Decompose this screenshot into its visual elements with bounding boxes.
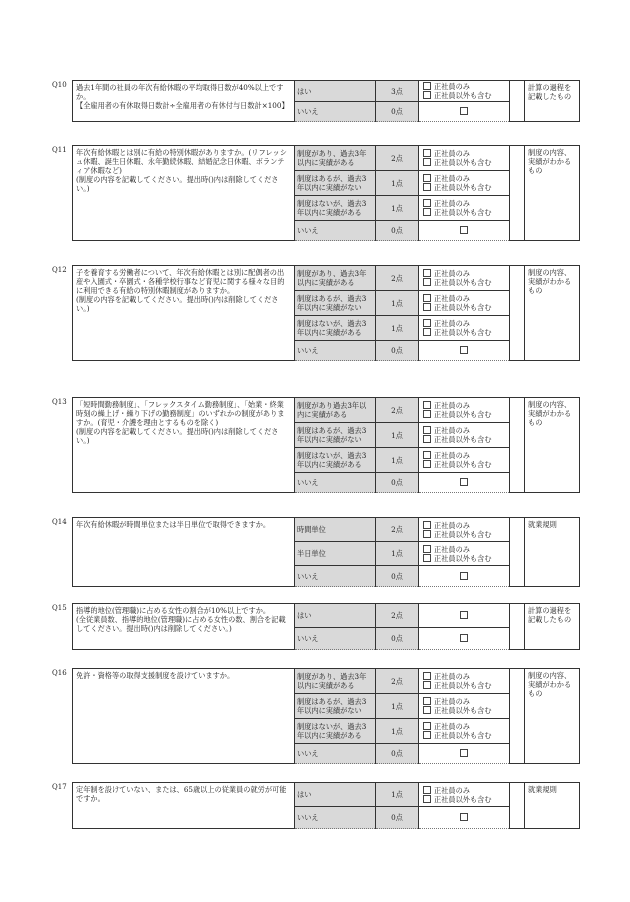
checkbox[interactable] — [460, 634, 468, 642]
checkbox[interactable] — [423, 269, 431, 277]
checkbox[interactable] — [423, 278, 431, 286]
checkbox[interactable] — [423, 174, 431, 182]
question-text: 年次有給休暇が時間単位または半日単位で取得できますか。 — [73, 518, 295, 587]
question-text: 過去1年間の社員の年次有給休暇の平均取得日数が40%以上ですか。 【全雇用者の有休取得日数計÷全雇用者の有休付与日数計×100】 — [73, 81, 295, 122]
option-label: いいえ — [295, 628, 376, 650]
option-points: 2点 — [376, 266, 419, 291]
checkbox[interactable] — [423, 199, 431, 207]
checkbox[interactable] — [423, 294, 431, 302]
checkbox[interactable] — [460, 813, 468, 821]
checkbox[interactable] — [423, 697, 431, 705]
employee-scope-checks[interactable]: 正社員のみ 正社員以外も含む — [419, 694, 510, 719]
option-points: 2点 — [376, 398, 419, 423]
checkbox[interactable] — [423, 183, 431, 191]
option-label: 制度はないが、過去3年以内に実績がある — [295, 448, 376, 473]
option-points: 3点 — [376, 81, 419, 102]
option-points: 1点 — [376, 448, 419, 473]
option-label: いいえ — [295, 473, 376, 493]
option-checkbox[interactable] — [419, 628, 510, 650]
employee-scope-checks[interactable]: 正社員のみ 正社員以外も含む — [419, 783, 510, 807]
employee-scope-checks[interactable]: 正社員のみ 正社員以外も含む — [419, 542, 510, 566]
option-label: はい — [295, 604, 376, 628]
employee-scope-checks[interactable]: 正社員のみ 正社員以外も含む — [419, 398, 510, 423]
option-label: いいえ — [295, 341, 376, 361]
checkbox[interactable] — [460, 749, 468, 757]
required-document: 計算の過程を記載したもの — [525, 604, 580, 650]
employee-scope-checks[interactable]: 正社員のみ 正社員以外も含む — [419, 316, 510, 341]
employee-scope-checks[interactable]: 正社員のみ 正社員以外も含む — [419, 171, 510, 196]
option-label: 制度があり、過去3年以内に実績がある — [295, 266, 376, 291]
option-label: いいえ — [295, 807, 376, 829]
question-number: Q11 — [52, 146, 67, 154]
option-label: 制度があり、過去3年以内に実績がある — [295, 146, 376, 171]
option-points: 2点 — [376, 604, 419, 628]
employee-scope-checks[interactable]: 正社員のみ 正社員以外も含む — [419, 448, 510, 473]
checkbox[interactable] — [423, 435, 431, 443]
option-points: 1点 — [376, 719, 419, 744]
question-table — [72, 397, 580, 493]
option-points: 0点 — [376, 221, 419, 241]
question-number: Q12 — [52, 266, 67, 274]
option-checkbox[interactable] — [419, 221, 510, 241]
option-checkbox[interactable] — [419, 102, 510, 122]
option-label: 制度はあるが、過去3年以内に実績がない — [295, 694, 376, 719]
checkbox[interactable] — [423, 328, 431, 336]
question-table — [72, 145, 580, 241]
option-points: 0点 — [376, 341, 419, 361]
checkbox[interactable] — [423, 451, 431, 459]
question-text: 免許・資格等の取得支援制度を設けていますか。 — [73, 669, 295, 764]
option-label: いいえ — [295, 566, 376, 587]
option-points: 1点 — [376, 783, 419, 807]
checkbox[interactable] — [423, 91, 431, 99]
checkbox[interactable] — [423, 208, 431, 216]
employee-scope-checks[interactable]: 正社員のみ 正社員以外も含む — [419, 291, 510, 316]
checkbox[interactable] — [423, 401, 431, 409]
option-label: はい — [295, 783, 376, 807]
option-points: 0点 — [376, 628, 419, 650]
required-document: 制度の内容、実績がわかるもの — [525, 669, 580, 764]
required-document: 就業規則 — [525, 518, 580, 587]
question-number: Q15 — [52, 604, 67, 612]
option-points: 1点 — [376, 423, 419, 448]
question-text: 子を養育する労働者について、年次有給休暇とは別に配偶者の出産や入園式・卒園式・各種学校行事など育児に関する様々な目的に利用できる有給の特別休暇制度がありますか。 (制度の内容を記載してください。提出時()内は削除してください。) — [73, 266, 295, 361]
question-table — [72, 782, 580, 829]
checkbox[interactable] — [460, 572, 468, 580]
option-checkbox[interactable] — [419, 473, 510, 493]
option-checkbox[interactable] — [419, 341, 510, 361]
checkbox[interactable] — [460, 478, 468, 486]
question-number: Q13 — [52, 398, 67, 406]
employee-scope-checks[interactable]: 正社員のみ 正社員以外も含む — [419, 81, 510, 102]
option-checkbox[interactable] — [419, 744, 510, 764]
checkbox[interactable] — [460, 611, 468, 619]
checkbox[interactable] — [423, 158, 431, 166]
option-label: 制度はないが、過去3年以内に実績がある — [295, 719, 376, 744]
question-number: Q17 — [52, 783, 67, 791]
option-points: 1点 — [376, 291, 419, 316]
checkbox[interactable] — [423, 82, 431, 90]
question-table — [72, 517, 580, 587]
option-label: 時間単位 — [295, 518, 376, 542]
option-label: いいえ — [295, 102, 376, 122]
checkbox[interactable] — [423, 545, 431, 553]
question-table — [72, 603, 580, 650]
question-number: Q14 — [52, 518, 67, 526]
employee-scope-checks[interactable]: 正社員のみ 正社員以外も含む — [419, 518, 510, 542]
checkbox[interactable] — [460, 226, 468, 234]
checkbox[interactable] — [423, 554, 431, 562]
checkbox[interactable] — [423, 706, 431, 714]
option-label: 制度はないが、過去3年以内に実績がある — [295, 196, 376, 221]
option-label: 制度はないが、過去3年以内に実績がある — [295, 316, 376, 341]
option-points: 1点 — [376, 694, 419, 719]
option-points: 0点 — [376, 102, 419, 122]
option-points: 2点 — [376, 518, 419, 542]
required-document: 制度の内容、実績がわかるもの — [525, 146, 580, 241]
employee-scope-checks[interactable]: 正社員のみ 正社員以外も含む — [419, 423, 510, 448]
checkbox[interactable] — [423, 149, 431, 157]
checkbox[interactable] — [423, 319, 431, 327]
question-text: 年次有給休暇とは別に有給の特別休暇がありますか。(リフレッシュ休暇、誕生日休暇、永年勤続休暇、結婚記念日休暇、ボランティア休暇など) (制度の内容を記載してください。提出時()内は削除してください。) — [73, 146, 295, 241]
required-document: 就業規則 — [525, 783, 580, 829]
checkbox[interactable] — [460, 107, 468, 115]
checkbox[interactable] — [423, 786, 431, 794]
option-points: 2点 — [376, 669, 419, 694]
question-text: 「短時間勤務制度」、「フレックスタイム勤務制度」、「始業・終業時刻の繰上げ・繰り下げの勤務制度」のいずれかの制度がありますか。(育児・介護を理由とするものを除く) (制度の内容を記載してください。提出時()内は削除してください。) — [73, 398, 295, 493]
employee-scope-checks[interactable]: 正社員のみ 正社員以外も含む — [419, 719, 510, 744]
option-label: はい — [295, 81, 376, 102]
option-label: 制度はあるが、過去3年以内に実績がない — [295, 291, 376, 316]
option-label: 制度があり過去3年以内に実績がある — [295, 398, 376, 423]
checkbox[interactable] — [423, 460, 431, 468]
checkbox[interactable] — [423, 410, 431, 418]
question-table — [72, 80, 580, 122]
option-label: 制度はあるが、過去3年以内に実績がない — [295, 171, 376, 196]
employee-scope-checks[interactable]: 正社員のみ 正社員以外も含む — [419, 146, 510, 171]
option-label: 半日単位 — [295, 542, 376, 566]
checkbox[interactable] — [423, 672, 431, 680]
checkbox[interactable] — [423, 722, 431, 730]
option-label: いいえ — [295, 744, 376, 764]
option-points: 0点 — [376, 566, 419, 587]
option-points: 0点 — [376, 744, 419, 764]
option-points: 1点 — [376, 316, 419, 341]
checkbox[interactable] — [423, 530, 431, 538]
checkbox[interactable] — [423, 426, 431, 434]
checkbox[interactable] — [423, 795, 431, 803]
required-document: 制度の内容、実績がわかるもの — [525, 266, 580, 361]
option-checkbox[interactable] — [419, 566, 510, 587]
employee-scope-checks[interactable]: 正社員のみ 正社員以外も含む — [419, 196, 510, 221]
option-points: 1点 — [376, 542, 419, 566]
option-checkbox[interactable] — [419, 604, 510, 628]
employee-scope-checks[interactable]: 正社員のみ 正社員以外も含む — [419, 266, 510, 291]
required-document: 計算の過程を記載したもの — [525, 81, 580, 122]
question-text: 指導的地位(管理職)に占める女性の割合が10%以上ですか。 (全従業員数、指導的地位(管理職)に占める女性の数、割合を記載してください。提出時()内は削除してください。) — [73, 604, 295, 650]
checkbox[interactable] — [460, 346, 468, 354]
option-points: 2点 — [376, 146, 419, 171]
option-points: 1点 — [376, 171, 419, 196]
option-points: 0点 — [376, 473, 419, 493]
option-label: 制度はあるが、過去3年以内に実績がない — [295, 423, 376, 448]
question-text: 定年制を設けていない、または、65歳以上の従業員の就労が可能ですか。 — [73, 783, 295, 829]
required-document: 制度の内容、実績がわかるもの — [525, 398, 580, 493]
option-points: 0点 — [376, 807, 419, 829]
question-table — [72, 265, 580, 361]
checkbox[interactable] — [423, 681, 431, 689]
question-table — [72, 668, 580, 764]
employee-scope-checks[interactable]: 正社員のみ 正社員以外も含む — [419, 669, 510, 694]
checkbox[interactable] — [423, 521, 431, 529]
checkbox[interactable] — [423, 731, 431, 739]
option-label: いいえ — [295, 221, 376, 241]
option-label: 制度があり、過去3年以内に実績がある — [295, 669, 376, 694]
question-number: Q10 — [52, 81, 67, 89]
option-checkbox[interactable] — [419, 807, 510, 829]
checkbox[interactable] — [423, 303, 431, 311]
option-points: 1点 — [376, 196, 419, 221]
question-number: Q16 — [52, 669, 67, 677]
